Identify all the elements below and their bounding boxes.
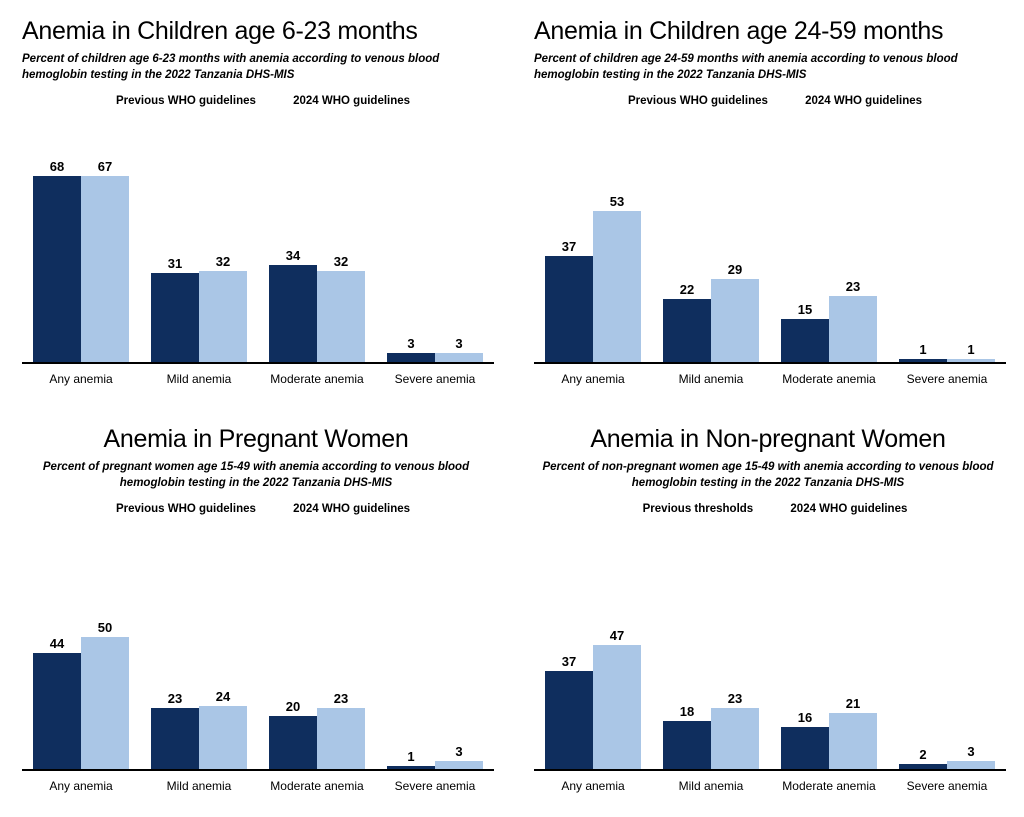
bar-value-label: 15	[797, 302, 813, 317]
chart-legend	[534, 95, 1002, 107]
panel-subtitle: Percent of children age 24-59 months with anemia according to venous blood hemoglobin testing in the 2022 Tanzania DHS-MIS	[534, 53, 958, 81]
bar-groups	[22, 160, 494, 362]
bar-column	[81, 160, 129, 362]
bar-group	[888, 583, 1006, 769]
bar-group	[376, 583, 494, 769]
legend-swatch-previous	[102, 503, 111, 512]
bar-value-label: 21	[845, 696, 861, 711]
bar-column	[269, 160, 317, 362]
bar	[781, 727, 829, 769]
bar-column	[317, 160, 365, 362]
bar-column	[899, 583, 947, 769]
panel-non-pregnant-women	[512, 408, 1024, 817]
bar	[317, 708, 365, 769]
legend-item-current	[279, 95, 410, 107]
bar	[269, 265, 317, 362]
bar-groups	[534, 583, 1006, 769]
bar	[151, 273, 199, 362]
bar-column	[81, 583, 129, 769]
bar	[593, 645, 641, 769]
bar-column	[829, 160, 877, 362]
category-label: Severe anemia	[906, 779, 988, 793]
bar-column	[33, 160, 81, 362]
bar-group	[888, 160, 1006, 362]
bar-column	[593, 583, 641, 769]
bar-column	[545, 583, 593, 769]
bar	[199, 706, 247, 769]
chart-legend	[534, 503, 1002, 515]
bar	[33, 653, 81, 769]
bar-value-label: 32	[333, 254, 349, 269]
bar-column	[663, 583, 711, 769]
bar-value-label: 24	[215, 689, 231, 704]
panel-title: Anemia in Children age 6-23 months	[22, 17, 418, 45]
bar-value-label: 47	[609, 628, 625, 643]
bar-value-label: 31	[167, 256, 183, 271]
bar-column	[151, 583, 199, 769]
category-label: Severe anemia	[394, 372, 476, 386]
bar	[545, 256, 593, 362]
bar	[387, 353, 435, 362]
legend-label-current: 2024 WHO guidelines	[293, 503, 411, 516]
bar	[199, 271, 247, 362]
bar-column	[947, 583, 995, 769]
category-label: Any anemia	[561, 372, 625, 386]
bar	[593, 211, 641, 362]
bar-column	[435, 583, 483, 769]
category-labels	[534, 779, 1006, 793]
bar-column	[387, 583, 435, 769]
bar-group	[770, 160, 888, 362]
category-label: Any anemia	[49, 779, 113, 793]
bar-group	[534, 583, 652, 769]
bar-groups	[534, 160, 1006, 362]
plot-area	[534, 583, 1006, 771]
bar-group	[376, 160, 494, 362]
category-labels	[534, 372, 1006, 386]
bar-column	[269, 583, 317, 769]
bar-column	[199, 160, 247, 362]
panel-title: Anemia in Pregnant Women	[103, 425, 409, 453]
bar-value-label: 16	[797, 710, 813, 725]
legend-swatch-current	[279, 503, 288, 512]
bar-value-label: 3	[455, 744, 463, 759]
bar-value-label: 68	[49, 159, 65, 174]
category-label: Mild anemia	[678, 779, 744, 793]
legend-label-current: 2024 WHO guidelines	[293, 95, 411, 108]
bar-value-label: 23	[167, 691, 183, 706]
bar	[781, 319, 829, 362]
bar-value-label: 20	[285, 699, 301, 714]
bar-value-label: 50	[97, 620, 113, 635]
legend-swatch-current	[776, 503, 785, 512]
bar-group	[140, 160, 258, 362]
bar-column	[899, 160, 947, 362]
chart-legend	[22, 503, 490, 515]
bar-value-label: 1	[407, 749, 415, 764]
bar-column	[663, 160, 711, 362]
bar-value-label: 1	[967, 342, 975, 357]
panel-pregnant-women	[0, 408, 512, 817]
bar	[711, 279, 759, 362]
bar-value-label: 3	[407, 336, 415, 351]
category-label: Mild anemia	[166, 779, 232, 793]
legend-label-previous: Previous WHO guidelines	[115, 503, 256, 516]
bar-column	[151, 160, 199, 362]
legend-item-previous	[102, 503, 256, 515]
legend-swatch-previous	[102, 95, 111, 104]
bar-value-label: 3	[967, 744, 975, 759]
x-axis-line	[22, 362, 494, 364]
legend-item-current	[279, 503, 410, 515]
bar-column	[33, 583, 81, 769]
bar	[317, 271, 365, 362]
x-axis-line	[22, 769, 494, 771]
bar-group	[258, 583, 376, 769]
bar-column	[545, 160, 593, 362]
bar-group	[770, 583, 888, 769]
bar-column	[829, 583, 877, 769]
bar-column	[947, 160, 995, 362]
legend-item-current	[791, 95, 922, 107]
bar-value-label: 2	[919, 747, 927, 762]
bar-column	[387, 160, 435, 362]
bar	[663, 721, 711, 769]
bar-value-label: 23	[845, 279, 861, 294]
legend-swatch-previous	[629, 503, 638, 512]
panel-children-24-59	[512, 0, 1024, 408]
bar	[947, 761, 995, 769]
category-label: Severe anemia	[394, 779, 476, 793]
legend-item-current	[776, 503, 907, 515]
bar	[829, 713, 877, 769]
category-label: Mild anemia	[678, 372, 744, 386]
bar-group	[22, 583, 140, 769]
category-label: Moderate anemia	[782, 779, 876, 793]
x-axis-line	[534, 362, 1006, 364]
bar-column	[711, 583, 759, 769]
category-label: Moderate anemia	[270, 372, 364, 386]
bar-group	[652, 160, 770, 362]
legend-label-previous: Previous WHO guidelines	[627, 95, 768, 108]
category-label: Moderate anemia	[270, 779, 364, 793]
bar-group	[534, 160, 652, 362]
bar-value-label: 44	[49, 636, 65, 651]
bar	[269, 716, 317, 769]
bar-value-label: 34	[285, 248, 301, 263]
bar-column	[593, 160, 641, 362]
category-label: Severe anemia	[906, 372, 988, 386]
bar-value-label: 3	[455, 336, 463, 351]
panel-children-6-23	[0, 0, 512, 408]
bar-groups	[22, 583, 494, 769]
bar	[663, 299, 711, 362]
category-label: Any anemia	[49, 372, 113, 386]
bar	[435, 353, 483, 362]
category-label: Moderate anemia	[782, 372, 876, 386]
bar	[81, 637, 129, 769]
bar	[151, 708, 199, 769]
bar-group	[22, 160, 140, 362]
bar-column	[781, 160, 829, 362]
plot-area	[22, 160, 494, 364]
legend-label-current: 2024 WHO guidelines	[805, 95, 923, 108]
legend-swatch-previous	[614, 95, 623, 104]
bar-value-label: 32	[215, 254, 231, 269]
legend-label-current: 2024 WHO guidelines	[790, 503, 908, 516]
legend-label-previous: Previous WHO guidelines	[115, 95, 256, 108]
bar-value-label: 23	[727, 691, 743, 706]
chart-legend	[22, 95, 490, 107]
bar	[435, 761, 483, 769]
bar-value-label: 67	[97, 159, 113, 174]
bar	[81, 176, 129, 362]
bar-value-label: 22	[679, 282, 695, 297]
legend-item-previous	[102, 95, 256, 107]
panel-title: Anemia in Non-pregnant Women	[590, 425, 946, 453]
bar-column	[435, 160, 483, 362]
panel-subtitle: Percent of non-pregnant women age 15-49 with anemia according to venous blood hemoglobin testing in the 2022 Tanzania DHS-MIS	[542, 461, 994, 489]
bar	[545, 671, 593, 769]
plot-area	[22, 583, 494, 771]
panel-title: Anemia in Children age 24-59 months	[534, 17, 944, 45]
bar-value-label: 23	[333, 691, 349, 706]
category-labels	[22, 779, 494, 793]
bar-value-label: 29	[727, 262, 743, 277]
bar-value-label: 18	[679, 704, 695, 719]
bar-group	[258, 160, 376, 362]
legend-item-previous	[614, 95, 768, 107]
bar-column	[711, 160, 759, 362]
legend-label-previous: Previous thresholds	[642, 503, 754, 516]
panel-subtitle: Percent of pregnant women age 15-49 with anemia according to venous blood hemoglobin testing in the 2022 Tanzania DHS-MIS	[42, 461, 470, 489]
bar	[33, 176, 81, 362]
bar	[829, 296, 877, 362]
category-labels	[22, 372, 494, 386]
category-label: Any anemia	[561, 779, 625, 793]
bar-value-label: 37	[561, 654, 577, 669]
bar-column	[781, 583, 829, 769]
legend-swatch-current	[279, 95, 288, 104]
bar-value-label: 37	[561, 239, 577, 254]
legend-item-previous	[629, 503, 754, 515]
bar-group	[652, 583, 770, 769]
bar-group	[140, 583, 258, 769]
bar-column	[317, 583, 365, 769]
panel-subtitle: Percent of children age 6-23 months with anemia according to venous blood hemoglobin testing in the 2022 Tanzania DHS-MIS	[22, 53, 440, 81]
plot-area	[534, 160, 1006, 364]
bar-value-label: 53	[609, 194, 625, 209]
bar-value-label: 1	[919, 342, 927, 357]
category-label: Mild anemia	[166, 372, 232, 386]
x-axis-line	[534, 769, 1006, 771]
legend-swatch-current	[791, 95, 800, 104]
bar	[711, 708, 759, 769]
bar-column	[199, 583, 247, 769]
